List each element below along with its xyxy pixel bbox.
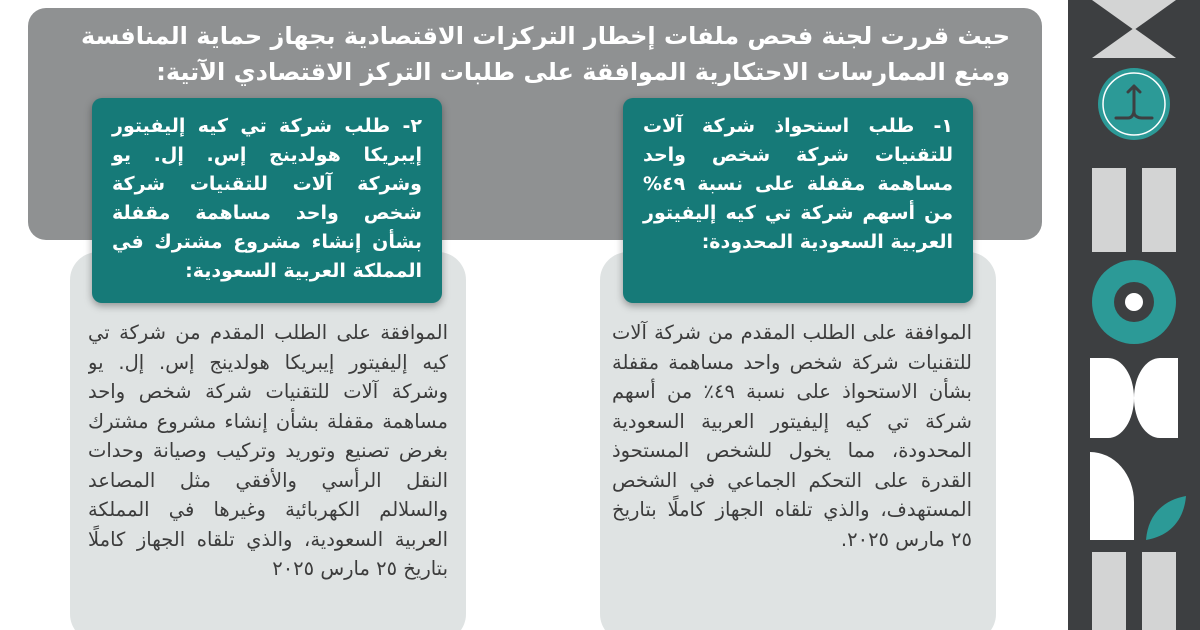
request-2-body: الموافقة على الطلب المقدم من شركة تي كيه إليفيتور إيبريكا هولدينج إس. إل. يو وشركة آلات للتقنيات شركة شخص واحد مساهمة مقفلة بشأن إنشاء مشروع مشترك بغرض تصنيع وتوريد وتركيب وصيانة وحدات النقل الرأسي والأفقي مثل المصاعد والسلالم الكهربائية وغيرها في المملكة العربية السعودية، والذي تلقاه الجهاز كاملًا بتاريخ ٢٥ مارس ٢٠٢٥ xyxy=(88,321,448,580)
header-text: حيث قررت لجنة فحص ملفات إخطار التركزات الاقتصادية بجهاز حماية المنافسة ومنع الممارسات الاحتكارية الموافقة على طلبات التركز الاقتصادي الآتية: xyxy=(81,22,1010,86)
bar-shape xyxy=(1092,552,1126,630)
request-2-title: ٢- طلب شركة تي كيه إليفيتور إيبريكا هولدينج إس. إل. يو وشركة آلات للتقنيات شركة شخص واحد مساهمة مقفلة بشأن إنشاء مشروع مشترك في المملكة العربية السعودية: xyxy=(92,98,442,303)
ring-icon xyxy=(1092,260,1176,344)
arc-shape xyxy=(1134,358,1178,438)
bar-shape xyxy=(1092,168,1126,252)
triangle-shape xyxy=(1092,0,1176,30)
request-1-title: ١- طلب استحواذ شركة آلات للتقنيات شركة شخص واحد مساهمة مقفلة على نسبة ٤٩% من أسهم شركة تي كيه إليفيتور العربية السعودية المحدودة: xyxy=(623,98,973,303)
decorative-strip xyxy=(1068,0,1200,630)
request-1-body: الموافقة على الطلب المقدم من شركة آلات للتقنيات شركة شخص واحد مساهمة مقفلة بشأن الاستحواذ على نسبة ٤٩٪ من أسهم شركة تي كيه إليفيتور العربية السعودية المحدودة، مما يخول للشخص المستحوذ القدرة على التحكم الجماعي في الشخص المستهدف، والذي تلقاه الجهاز كاملًا بتاريخ ٢٥ مارس ٢٠٢٥. xyxy=(612,321,972,551)
leaf-icon xyxy=(1146,496,1186,540)
decorative-pattern xyxy=(1068,0,1200,630)
arc-shape xyxy=(1090,358,1134,438)
bar-shape xyxy=(1142,168,1176,252)
triangle-shape xyxy=(1092,28,1176,58)
logo-circle-icon xyxy=(1098,68,1170,140)
arc-shape xyxy=(1090,452,1134,540)
bar-shape xyxy=(1142,552,1176,630)
